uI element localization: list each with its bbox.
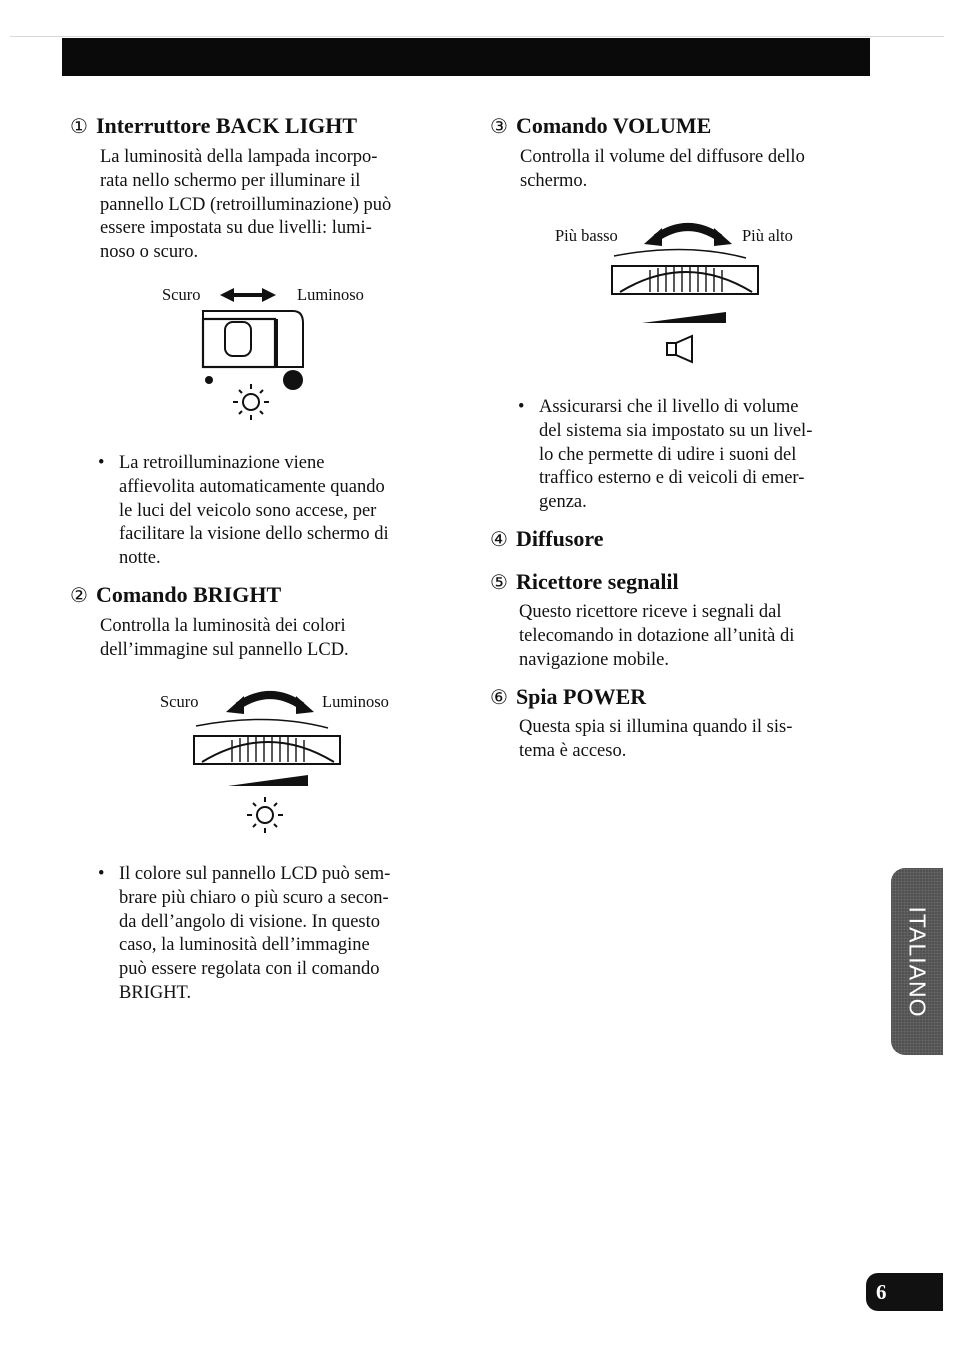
paragraph-power: [519, 716, 792, 764]
text-line: La retroilluminazione viene: [119, 453, 325, 473]
section-number: ⑥: [490, 687, 508, 709]
text-line: navigazione mobile.: [519, 649, 670, 670]
text-line: BRIGHT.: [119, 982, 192, 1003]
section-heading-power: [490, 684, 646, 711]
top-rule: [10, 36, 944, 37]
bullet-volume: • Assicurarsi che il livello di volume del sistema sia impostato su un livel- lo che permette di udire i suoni del traffico esterno e di veicoli di emer- genza.: [539, 396, 812, 515]
text-line: telecomando in dotazione all’unità di: [519, 625, 795, 646]
text-line: dell’immagine sul pannello LCD.: [100, 639, 349, 660]
toggle-switch-icon: [195, 305, 315, 375]
curved-arrow-icon: [222, 682, 318, 718]
text-line: Questa spia si illumina quando il sis-: [519, 717, 793, 737]
sun-icon: [233, 384, 269, 420]
text-line: Controlla il volume del diffusore dello: [520, 147, 805, 167]
text-line: La luminosità della lampada incorpo-: [100, 147, 378, 167]
figure-label-dark: Scuro: [162, 285, 201, 304]
section-number: ②: [70, 585, 88, 607]
paragraph-backlight: [100, 146, 391, 265]
header-bar: [62, 38, 870, 76]
ramp-icon: [642, 310, 730, 324]
text-line: Assicurarsi che il livello di volume: [539, 397, 799, 417]
ramp-icon: [228, 773, 312, 787]
small-dot-icon: [205, 376, 213, 384]
section-title: Interruttore BACK LIGHT: [95, 113, 358, 138]
text-line: tema è acceso.: [519, 740, 627, 761]
text-line: del sistema sia impostato su un livel-: [539, 420, 813, 441]
text-line: può essere regolata con il comando: [119, 959, 380, 980]
page-number: 6: [866, 1273, 943, 1311]
text-line: Questo ricettore riceve i segnali dal: [519, 602, 782, 622]
section-number: ⑤: [490, 572, 508, 594]
text-line: schermo.: [520, 170, 588, 191]
backlight-indicators: [200, 368, 310, 424]
text-line: facilitare la visione dello schermo di: [119, 524, 389, 545]
text-line: affievolita automaticamente quando: [119, 476, 385, 497]
section-title: Comando VOLUME: [515, 113, 712, 138]
language-tab-label: ITALIANO: [904, 905, 931, 1018]
section-title: Ricettore segnalil: [515, 569, 679, 594]
section-title: Comando BRIGHT: [95, 582, 282, 607]
text-line: lo che permette di udire i suoni del: [539, 444, 797, 465]
large-dot-icon: [283, 370, 303, 390]
text-line: genza.: [539, 492, 587, 513]
section-number: ③: [490, 116, 508, 138]
figure-label-low: Più basso: [555, 226, 618, 245]
text-line: essere impostata su due livelli: lumi-: [100, 218, 372, 239]
text-line: da dell’angolo di visione. In questo: [119, 911, 381, 932]
text-line: traffico esterno e di veicoli di emer-: [539, 468, 805, 489]
thumbwheel-icon: [608, 244, 764, 298]
text-line: rata nello schermo per illuminare il: [100, 170, 361, 191]
language-tab: [891, 868, 943, 1055]
paragraph-bright: [100, 615, 349, 663]
figure-label-dark: Scuro: [160, 692, 199, 711]
section-title: Spia POWER: [515, 684, 647, 709]
text-line: brare più chiaro o più scuro a secon-: [119, 887, 389, 908]
double-arrow-icon: [218, 285, 278, 305]
text-line: Controlla la luminosità dei colori: [100, 616, 346, 636]
section-heading-volume: [490, 113, 711, 140]
text-line: Il colore sul pannello LCD può sem-: [119, 864, 391, 884]
section-number: ①: [70, 116, 88, 138]
text-line: noso o scuro.: [100, 242, 199, 263]
figure-label-bright: Luminoso: [297, 285, 364, 304]
section-number: ④: [490, 529, 508, 551]
text-line: notte.: [119, 548, 161, 569]
text-line: le luci del veicolo sono accese, per: [119, 500, 377, 521]
section-heading-bright: [70, 582, 281, 609]
section-title: Diffusore: [515, 526, 604, 551]
text-line: pannello LCD (retroilluminazione) può: [100, 194, 392, 215]
bullet-bright: • Il colore sul pannello LCD può sem- brare più chiaro o più scuro a secon- da dell’angolo di visione. In questo caso, la luminosità dell’immagine può essere regolata con il comando BRIGHT.: [119, 863, 390, 1006]
section-heading-backlight: [70, 113, 357, 140]
figure-label-high: Più alto: [742, 226, 793, 245]
figure-label-bright: Luminoso: [322, 692, 389, 711]
bullet-backlight: • La retroilluminazione viene affievolita automaticamente quando le luci del veicolo sono accese, per facilitare la visione dello schermo di notte.: [119, 452, 389, 571]
paragraph-volume: [520, 146, 805, 194]
speaker-icon: [664, 334, 696, 364]
sun-icon: [240, 794, 290, 838]
section-heading-speaker: [490, 526, 604, 553]
thumbwheel-icon: [190, 714, 346, 768]
text-line: caso, la luminosità dell’immagine: [119, 935, 370, 956]
section-heading-receiver: [490, 569, 679, 596]
paragraph-receiver: [519, 601, 794, 672]
